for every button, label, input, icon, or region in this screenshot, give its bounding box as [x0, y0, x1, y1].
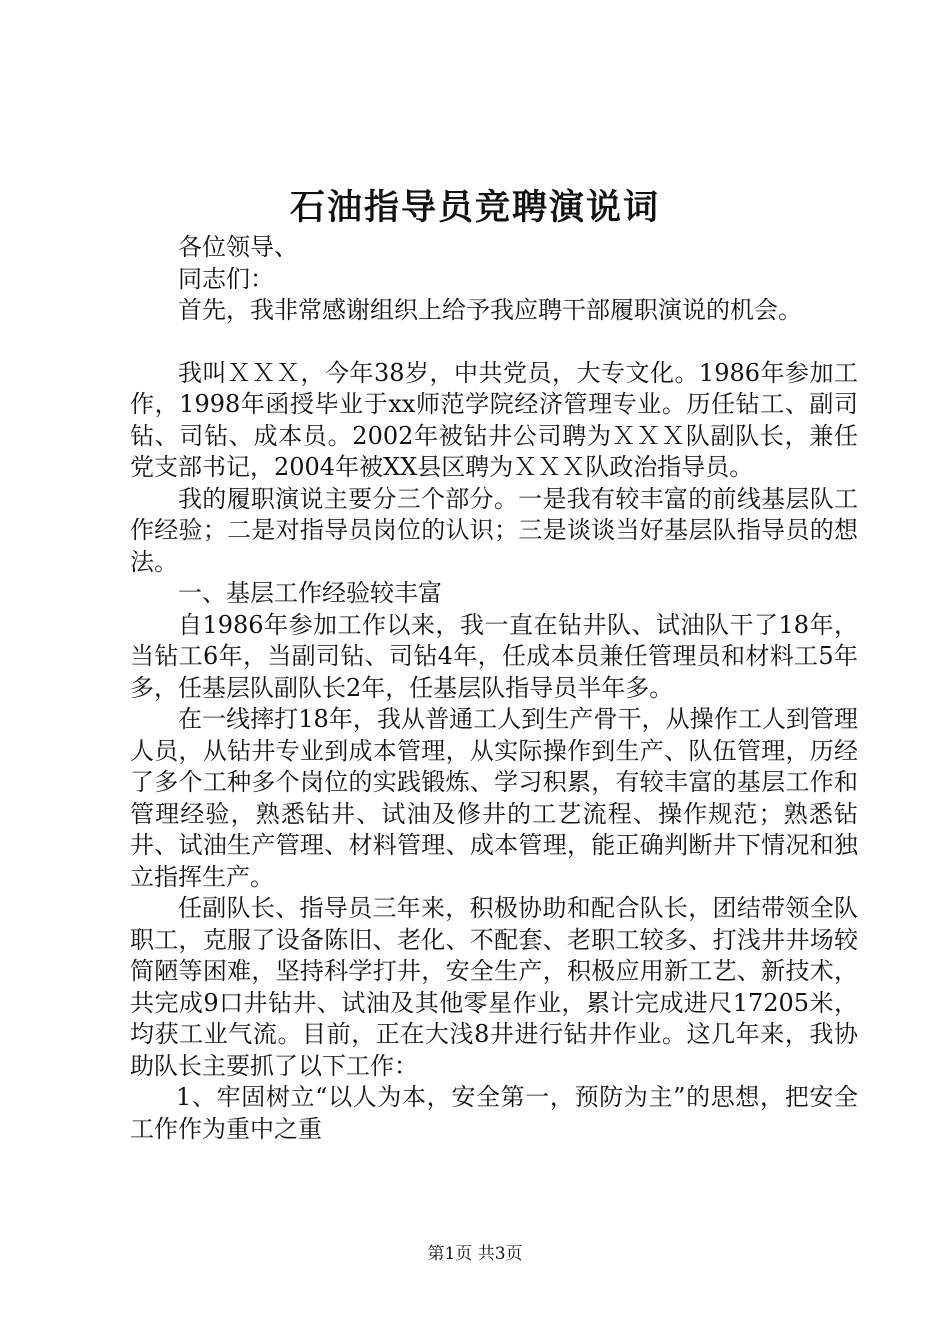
- paragraph-experience: 自1986年参加工作以来，我一直在钻井队、试油队干了18年，当钻工6年，当副司钻、司钻4年，任成本员兼任管理员和材料工5年多，任基层队副队长2年，任基层队指导员半年多。: [130, 610, 858, 702]
- salutation-comrades: 同志们：: [178, 264, 274, 293]
- list-item-1: 1、牢固树立“以人为本，安全第一，预防为主”的思想，把安全工作作为重中之重: [130, 1083, 858, 1143]
- paragraph-outline: 我的履职演说主要分三个部分。一是我有较丰富的前线基层队工作经验；二是对指导员岗位的认识；三是谈谈当好基层队指导员的想法。: [130, 484, 858, 576]
- document-body: [130, 232, 858, 1145]
- document-title: 石油指导员竞聘演说词: [289, 187, 660, 228]
- paragraph-spacer: [130, 327, 858, 358]
- paragraph-introduction: 我叫ＸＸＸ，今年38岁，中共党员，大专文化。1986年参加工作，1998年函授毕业于xx师范学院经济管理专业。历任钻工、副司钻、司钻、成本员。2002年被钻井公司聘为ＸＸＸ队副队长，兼任党支部书记，2004年被XX县区聘为ＸＸＸ队政治指导员。: [130, 358, 858, 481]
- paragraph-deputy: 任副队长、指导员三年来，积极协助和配合队长，团结带领全队职工，克服了设备陈旧、老化、不配套、老职工较多、打浅井井场较简陋等困难，坚持科学打井，安全生产，积极应用新工艺、新技术，共完成9口井钻井、试油及其他零星作业，累计完成进尺17205米，均获工业气流。目前，正在大浅8井进行钻井作业。这几年来，我协助队长主要抓了以下工作：: [130, 894, 858, 1080]
- page-footer: 第1页 共3页: [427, 1244, 523, 1264]
- section-heading-1: 一、基层工作经验较丰富: [178, 579, 442, 607]
- paragraph-opening: 首先，我非常感谢组织上给予我应聘干部履职演说的机会。: [178, 296, 802, 324]
- salutation-leaders: 各位领导、: [178, 233, 298, 261]
- paragraph-frontline: 在一线摔打18年，我从普通工人到生产骨干，从操作工人到管理人员，从钻井专业到成本管理，从实际操作到生产、队伍管理，历经了多个工种多个岗位的实践锻炼、学习积累，有较丰富的基层工作和管理经验，熟悉钻井、试油及修井的工艺流程、操作规范；熟悉钻井、试油生产管理、材料管理、成本管理，能正确判断井下情况和独立指挥生产。: [130, 705, 858, 891]
